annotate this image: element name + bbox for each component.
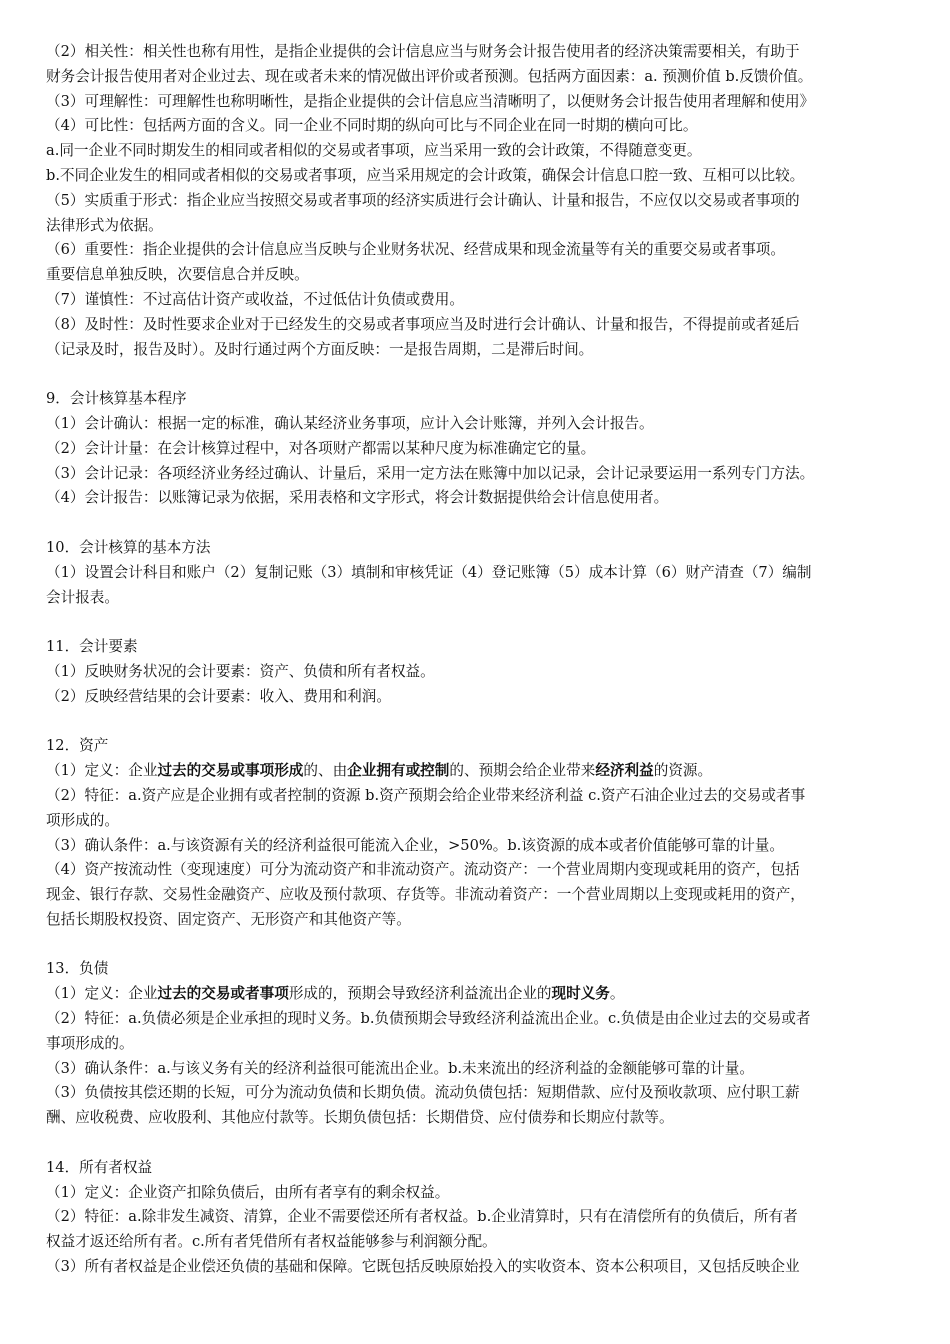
definition-text: （1）定义：企业 bbox=[46, 762, 158, 780]
section-spacer bbox=[46, 933, 906, 958]
definition-text: 形成的，预期会导致经济利益流出企业的 bbox=[288, 985, 552, 1003]
paragraph-line: （6）重要性：指企业提供的会计信息应当反映与企业财务状况、经营成果和现金流量等有关的重要交易或者事项。 bbox=[46, 241, 785, 259]
section-heading: 10．会计核算的基本方法 bbox=[46, 538, 211, 556]
paragraph-line: （3）确认条件：a.与该资源有关的经济利益很可能流入企业，>50%。b.该资源的成本或者价值能够可靠的计量。 bbox=[46, 836, 784, 854]
section-11 bbox=[46, 635, 906, 709]
paragraph-line: 项形成的。 bbox=[46, 811, 119, 829]
section-heading: 9．会计核算基本程序 bbox=[46, 390, 187, 408]
paragraph-line: 权益才返还给所有者。c.所有者凭借所有者权益能够参与利润额分配。 bbox=[46, 1233, 497, 1251]
section-spacer bbox=[46, 1131, 906, 1156]
paragraph-line: （8）及时性：及时性要求企业对于已经发生的交易或者事项应当及时进行会计确认、计量和报告，不得提前或者延后 bbox=[46, 315, 800, 333]
paragraph-line: （7）谨慎性：不过高估计资产或收益，不过低估计负债或费用。 bbox=[46, 290, 464, 308]
section-10 bbox=[46, 536, 906, 610]
section-heading: 13．负债 bbox=[46, 960, 109, 978]
paragraph-line: 会计报表。 bbox=[46, 588, 119, 606]
section-14 bbox=[46, 1156, 906, 1280]
section-spacer bbox=[46, 710, 906, 735]
section-spacer bbox=[46, 362, 906, 387]
section-spacer bbox=[46, 610, 906, 635]
paragraph-line: （3）会计记录：各项经济业务经过确认、计量后，采用一定方法在账簿中加以记录，会计记录要运用一系列专门方法。 bbox=[46, 464, 815, 482]
paragraph-line: 法律形式为依据。 bbox=[46, 216, 163, 234]
paragraph-line: a.同一企业不同时期发生的相同或者相似的交易或者事项，应当采用一致的会计政策，不得随意变更。 bbox=[46, 142, 702, 160]
paragraph-line: （1）反映财务状况的会计要素：资产、负债和所有者权益。 bbox=[46, 662, 435, 680]
definition-text: 的、预期会给企业带来 bbox=[449, 762, 596, 780]
definition-text: （1）定义：企业 bbox=[46, 985, 158, 1003]
paragraph-line: （1）会计确认：根据一定的标准，确认某经济业务事项，应计入会计账簿，并列入会计报告。 bbox=[46, 414, 654, 432]
paragraph-line: （2）相关性：相关性也称有用性，是指企业提供的会计信息应当与财务会计报告使用者的经济决策需要相关，有助于 bbox=[46, 43, 800, 60]
emphasis-text: 企业拥有或控制 bbox=[347, 762, 450, 780]
definition-text: 。 bbox=[609, 985, 625, 1003]
paragraph-line: 财务会计报告使用者对企业过去、现在或者未来的情况做出评价或者预测。包括两方面因素：a. 预测价值 b.反馈价值。 bbox=[46, 67, 813, 85]
paragraph-line: （1）设置会计科目和账户（2）复制记账（3）填制和审核凭证（4）登记账簿（5）成本计算（6）财产清查（7）编制 bbox=[46, 563, 812, 581]
paragraph-line: （4）可比性：包括两方面的含义。同一企业不同时期的纵向可比与不同企业在同一时期的横向可比。 bbox=[46, 117, 698, 135]
paragraph-line: 包括长期股权投资、固定资产、无形资产和其他资产等。 bbox=[46, 910, 411, 928]
paragraph-line: （2）反映经营结果的会计要素：收入、费用和利润。 bbox=[46, 687, 391, 705]
quality-characteristics-block bbox=[46, 40, 906, 362]
paragraph-line: 酬、应收税费、应收股利、其他应付款等。长期负债包括：长期借贷、应付债券和长期应付款等。 bbox=[46, 1109, 674, 1127]
definition-text: 的、由 bbox=[303, 762, 348, 780]
paragraph-line: （2）特征：a.除非发生减资、清算，企业不需要偿还所有者权益。b.企业清算时，只有在清偿所有的负债后，所有者 bbox=[46, 1208, 798, 1226]
section-spacer bbox=[46, 511, 906, 536]
paragraph-line: （4）会计报告：以账簿记录为依据，采用表格和文字形式，将会计数据提供给会计信息使用者。 bbox=[46, 489, 669, 507]
section-heading: 12．资产 bbox=[46, 737, 109, 755]
paragraph-line: 现金、银行存款、交易性金融资产、应收及预付款项、存货等。非流动着资产：一个营业周期以上变现或耗用的资产， bbox=[46, 886, 805, 904]
paragraph-line: （2）会计计量：在会计核算过程中，对各项财产都需以某种尺度为标准确定它的量。 bbox=[46, 439, 596, 457]
paragraph-line: 事项形成的。 bbox=[46, 1034, 134, 1052]
paragraph-line: （1）定义：企业资产扣除负债后，由所有者享有的剩余权益。 bbox=[46, 1183, 450, 1201]
paragraph-line: （3）负债按其偿还期的长短，可分为流动负债和长期负债。流动负债包括：短期借款、应付及预收款项、应付职工薪 bbox=[46, 1084, 800, 1102]
definition-line bbox=[46, 759, 906, 784]
emphasis-text: 经济利益 bbox=[595, 762, 654, 780]
definition-line bbox=[46, 982, 906, 1007]
section-9 bbox=[46, 387, 906, 511]
section-heading: 14．所有者权益 bbox=[46, 1158, 153, 1176]
definition-text: 的资源。 bbox=[653, 762, 713, 780]
section-heading: 11．会计要素 bbox=[46, 638, 138, 656]
paragraph-line: （3）确认条件：a.与该义务有关的经济利益很可能流出企业。b.未来流出的经济利益的金额能够可靠的计量。 bbox=[46, 1059, 754, 1077]
emphasis-text: 过去的交易或者事项 bbox=[157, 985, 289, 1003]
paragraph-line: （3）可理解性：可理解性也称明晰性，是指企业提供的会计信息应当清晰明了，以便财务会计报告使用者理解和使用》 bbox=[46, 92, 815, 110]
paragraph-line: （2）特征：a.负债必须是企业承担的现时义务。b.负债预期会导致经济利益流出企业。c.负债是由企业过去的交易或者 bbox=[46, 1010, 811, 1028]
section-12 bbox=[46, 734, 906, 932]
emphasis-text: 现时义务 bbox=[551, 985, 610, 1003]
emphasis-text: 过去的交易或事项形成 bbox=[157, 762, 304, 780]
section-13 bbox=[46, 957, 906, 1131]
paragraph-line: （记录及时，报告及时）。及时行通过两个方面反映：一是报告周期，二是滞后时间。 bbox=[46, 340, 594, 358]
paragraph-line: （3）所有者权益是企业偿还负债的基础和保障。它既包括反映原始投入的实收资本、资本公积项目，又包括反映企业 bbox=[46, 1258, 800, 1276]
paragraph-line: 重要信息单独反映，次要信息合并反映。 bbox=[46, 266, 309, 284]
paragraph-line: b.不同企业发生的相同或者相似的交易或者事项，应当采用规定的会计政策，确保会计信息口腔一致、互相可以比较。 bbox=[46, 166, 805, 184]
paragraph-line: （4）资产按流动性（变现速度）可分为流动资产和非流动资产。流动资产：一个营业周期内变现或耗用的资产，包括 bbox=[46, 861, 800, 879]
paragraph-line: （5）实质重于形式：指企业应当按照交易或者事项的经济实质进行会计确认、计量和报告，不应仅以交易或者事项的 bbox=[46, 191, 800, 209]
paragraph-line: （2）特征：a.资产应是企业拥有或者控制的资源 b.资产预期会给企业带来经济利益 c.资产石油企业过去的交易或者事 bbox=[46, 786, 806, 804]
